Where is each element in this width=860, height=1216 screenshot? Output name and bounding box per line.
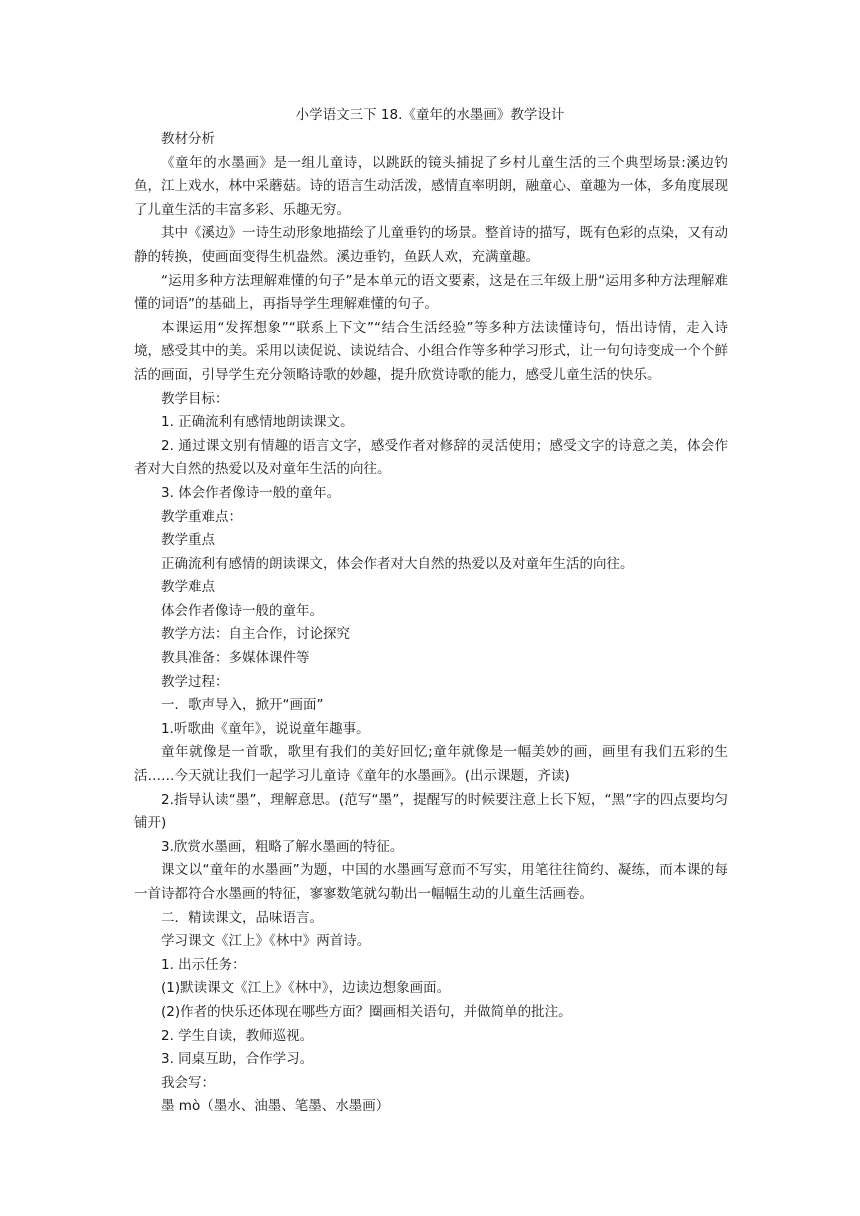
paragraph: 3.欣赏水墨画，粗略了解水墨画的特征。 (161, 838, 404, 855)
paragraph: 1.听歌曲《童年》，说说童年趣事。 (161, 720, 370, 737)
paragraph: 教具准备：多媒体课件等 (161, 650, 310, 667)
paragraph: 教学重难点： (161, 508, 242, 525)
paragraph: 童年就像是一首歌，歌里有我们的美好回忆;童年就像是一幅美妙的画，画里有我们五彩的生活……今天就让我们一起学习儿童诗《童年的水墨画》。(出示课题，齐读) (134, 744, 728, 785)
paragraph: 二．精读课文，品味语言。 (161, 909, 323, 926)
paragraph: 教学过程： (161, 673, 229, 690)
paragraph: 1. 出示任务： (161, 956, 246, 973)
paragraph: (2)作者的快乐还体现在哪些方面？圈画相关语句，并做简单的批注。 (161, 1003, 572, 1020)
paragraph: 本课运用“发挥想象”“联系上下文”“结合生活经验”等多种方法读懂诗句，悟出诗情，走入诗境，感受其中的美。采用以读促说、读说结合、小组合作等多种学习形式，让一句句诗变成一个个鲜活的画面，引导学生充分领略诗歌的妙趣，提升欣赏诗歌的能力，感受儿童生活的快乐。 (134, 319, 728, 383)
paragraph: 教学重点 (161, 532, 215, 549)
paragraph: 一．歌声导入，掀开“画面” (161, 697, 324, 714)
paragraph: 1. 正确流利有感情地朗读课文。 (161, 414, 354, 431)
paragraph: 教学难点 (161, 579, 215, 596)
paragraph: 教学方法：自主合作，讨论探究 (161, 626, 350, 643)
paragraph: 正确流利有感情的朗读课文，体会作者对大自然的热爱以及对童年生活的向往。 (161, 555, 634, 572)
paragraph: 教学目标： (161, 390, 229, 407)
paragraph: 其中《溪边》一诗生动形象地描绘了儿童垂钓的场景。整首诗的描写，既有色彩的点染，又有动静的转换，使画面变得生机盎然。溪边垂钓，鱼跃人欢，充满童趣。 (134, 225, 728, 265)
paragraph: 3. 同桌互助，合作学习。 (161, 1051, 314, 1068)
paragraph: 课文以“童年的水墨画”为题，中国的水墨画写意而不写实，用笔往往简约、凝练，而本课的每一首诗都符合水墨画的特征，寥寥数笔就勾勒出一幅幅生动的儿童生活画卷。 (134, 862, 728, 902)
paragraph: 教材分析 (161, 131, 215, 147)
paragraph: 学习课文《江上》《林中》两首诗。 (161, 933, 371, 950)
paragraph: (1)默读课文《江上》《林中》，边读边想象画面。 (161, 980, 451, 997)
paragraph: 体会作者像诗一般的童年。 (161, 602, 323, 619)
document-body (134, 128, 728, 1119)
document-title: 小学语文三下 18.《童年的水墨画》教学设计 (295, 107, 565, 123)
paragraph: 3. 体会作者像诗一般的童年。 (161, 484, 341, 501)
paragraph: 墨 mò（墨水、油墨、笔墨、水墨画） (161, 1098, 390, 1115)
paragraph: 《童年的水墨画》是一组儿童诗，以跳跃的镜头捕捉了乡村儿童生活的三个典型场景:溪边钓鱼，江上戏水，林中采蘑菇。诗的语言生动活泼，感情直率明朗，融童心、童趣为一体，多角度展现了儿童生活的丰富多彩、乐趣无穷。 (134, 154, 728, 218)
paragraph: 2. 学生自读，教师巡视。 (161, 1027, 314, 1044)
paragraph: 我会写： (161, 1074, 215, 1091)
paragraph: 2.指导认读“墨”，理解意思。(范写“墨”，提醒写的时候要注意上长下短，“黑”字的四点要均匀铺开) (134, 791, 728, 832)
paragraph: “运用多种方法理解难懂的句子”是本单元的语文要素，这是在三年级上册“运用多种方法理解难懂的词语”的基础上，再指导学生理解难懂的句子。 (134, 272, 728, 313)
paragraph: 2. 通过课文别有情趣的语言文字，感受作者对修辞的灵活使用；感受文字的诗意之美，体会作者对大自然的热爱以及对童年生活的向往。 (134, 437, 728, 478)
